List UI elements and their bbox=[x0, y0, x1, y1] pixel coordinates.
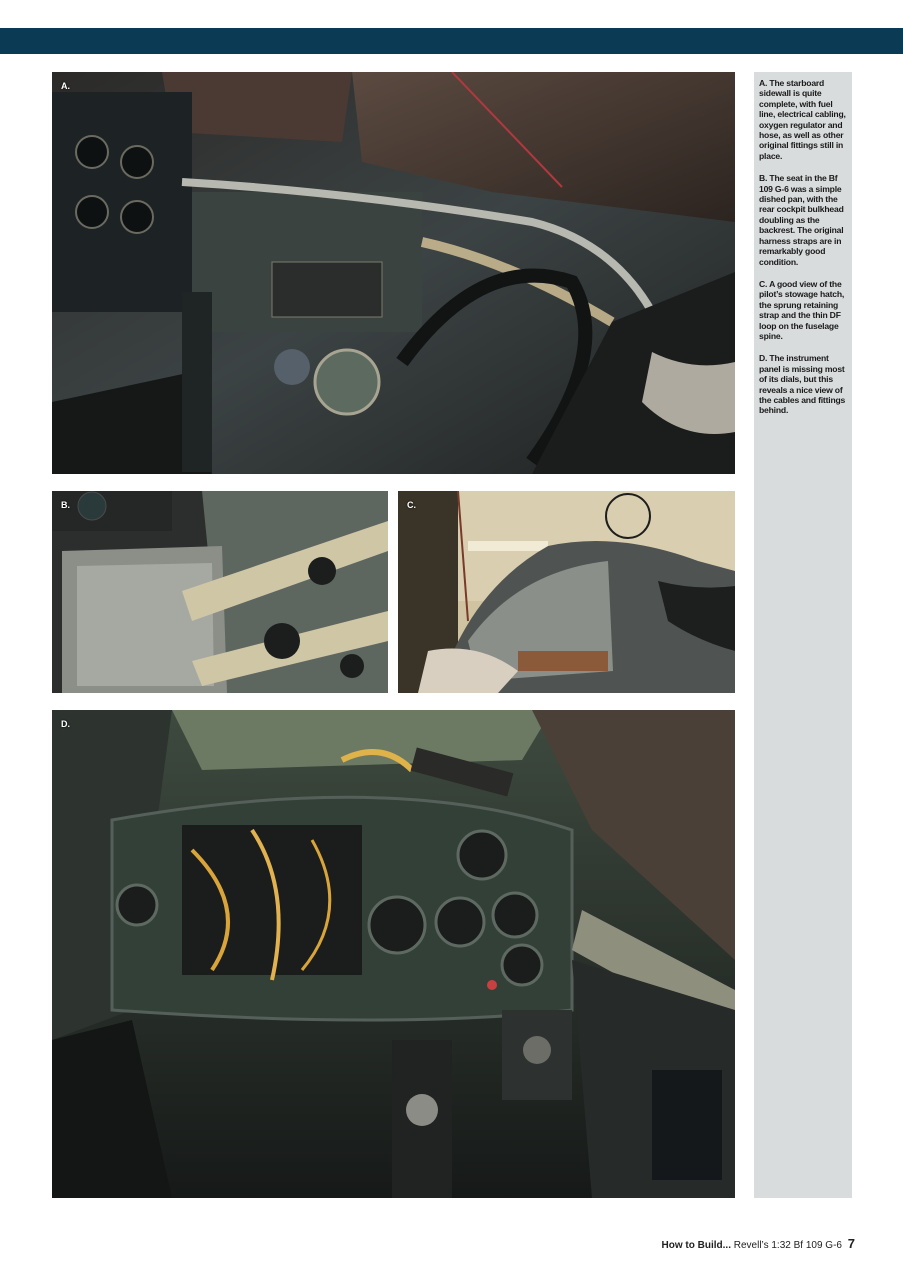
caption-b bbox=[759, 173, 848, 267]
photo-d-label: D. bbox=[61, 719, 70, 729]
caption-a-letter: A. bbox=[759, 78, 768, 88]
photo-c-stowage-hatch bbox=[398, 491, 735, 693]
caption-c bbox=[759, 279, 848, 341]
caption-sidebar bbox=[754, 72, 852, 1198]
page-footer bbox=[662, 1236, 855, 1251]
photo-a-starboard-sidewall bbox=[52, 72, 735, 474]
footer-series: How to Build... bbox=[661, 1240, 731, 1251]
page-number: 7 bbox=[847, 1236, 855, 1251]
caption-c-text: A good view of the pilot’s stowage hatch, the sprung retaining strap and the thin DF loop on the fuselage spine. bbox=[759, 278, 845, 341]
caption-d bbox=[759, 353, 848, 415]
caption-b-letter: B. bbox=[759, 173, 768, 184]
photo-a-label: A. bbox=[61, 81, 70, 91]
photo-d-image bbox=[52, 710, 735, 1198]
header-band bbox=[0, 28, 903, 54]
photo-b-image bbox=[52, 491, 388, 693]
caption-d-letter: D. bbox=[759, 353, 768, 364]
caption-b-text: The seat in the Bf 109 G-6 was a simple dished pan, with the rear cockpit bulkhead doubling as the backrest. The original harness straps are in remarkably good condition. bbox=[759, 173, 844, 267]
caption-a bbox=[759, 78, 848, 161]
caption-c-letter: C. bbox=[759, 278, 768, 289]
photo-c-image bbox=[398, 491, 735, 693]
footer-title: Revell’s 1:32 Bf 109 G-6 bbox=[733, 1240, 842, 1251]
photo-b-seat bbox=[52, 491, 388, 693]
photo-c-label: C. bbox=[407, 500, 416, 510]
caption-a-text: The starboard sidewall is quite complete, with fuel line, electrical cabling, oxygen regulator and hose, as well as other original fittings still in place. bbox=[759, 78, 846, 161]
caption-d-text: The instrument panel is missing most of its dials, but this reveals a nice view of the cables and fittings behind. bbox=[759, 353, 846, 416]
photo-a-image bbox=[52, 72, 735, 474]
photo-b-label: B. bbox=[61, 500, 70, 510]
photo-d-instrument-panel bbox=[52, 710, 735, 1198]
